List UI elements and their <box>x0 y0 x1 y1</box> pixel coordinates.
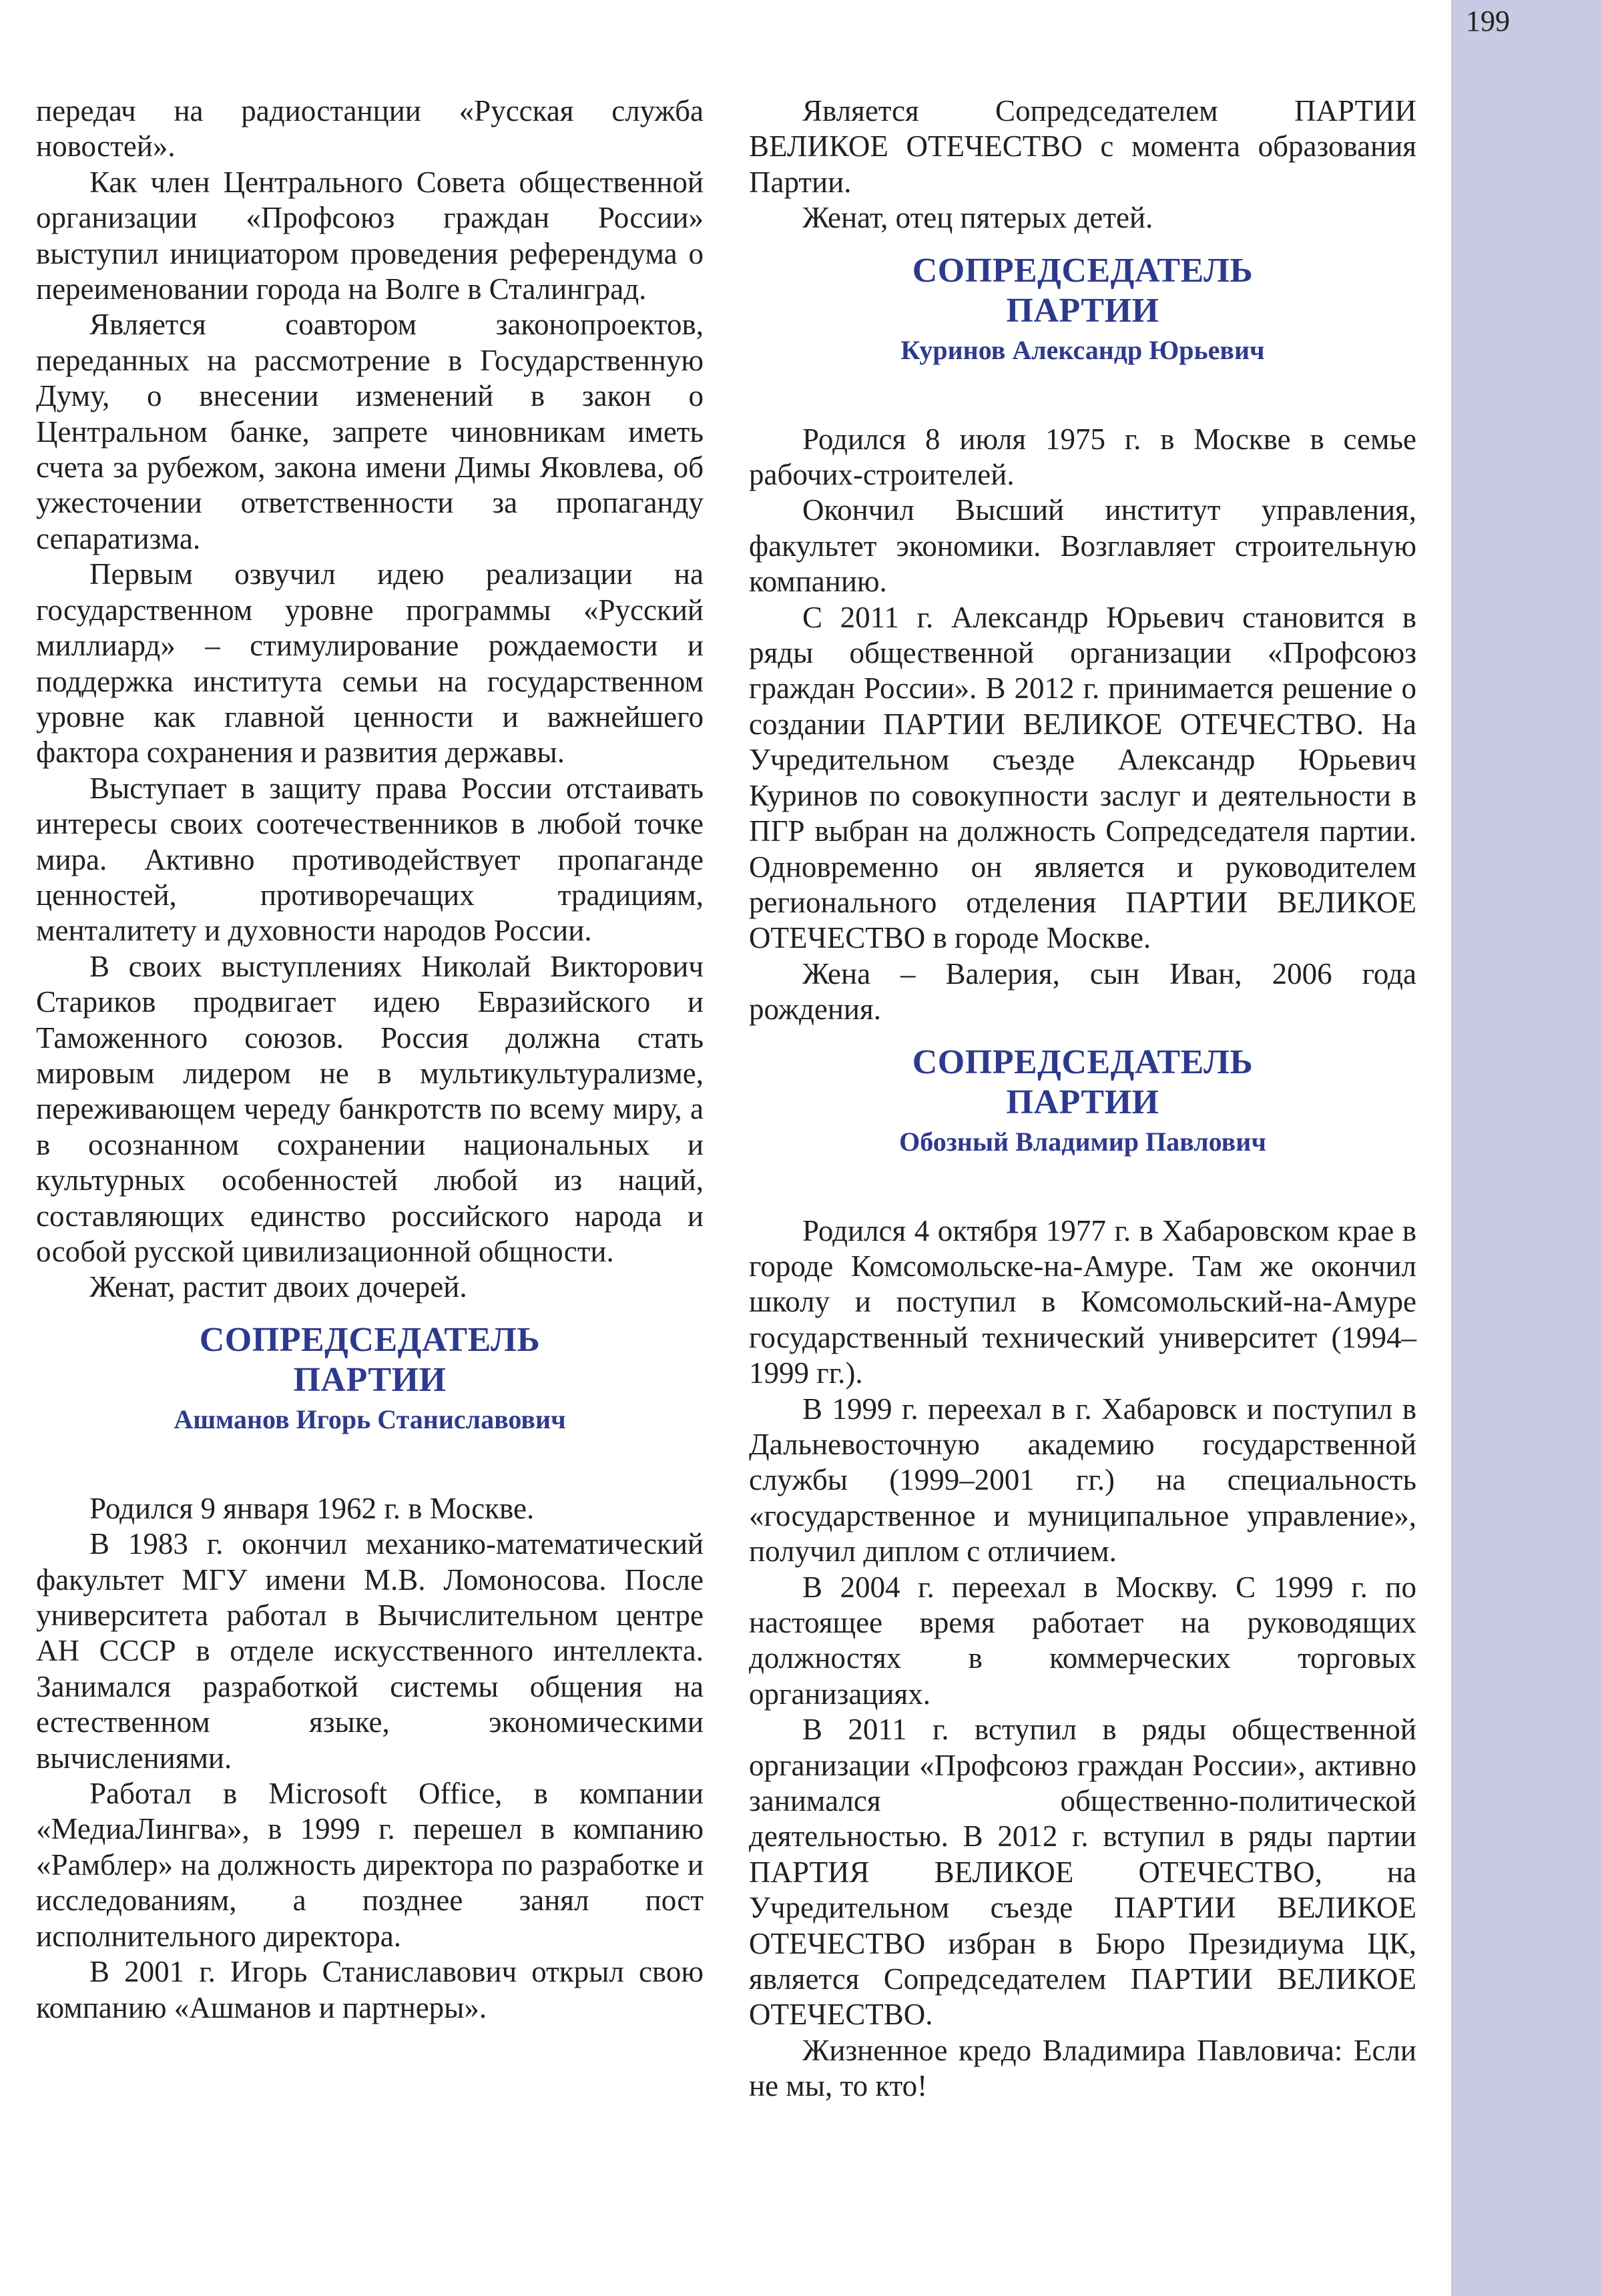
paragraph: Окончил Высший институт управления, факультет экономики. Возглавляет строительную компанию. <box>749 493 1416 599</box>
paragraph: Родился 9 января 1962 г. в Москве. <box>89 1491 535 1525</box>
paragraph: Выступает в защиту права России отстаивать интересы своих соотечественников в любой точке мира. Активно противодействует пропаганде ценностей, противоречащих традициям, менталитету и духовности народов России. <box>36 771 704 948</box>
section-title-line: ПАРТИИ <box>1006 291 1159 330</box>
person-name: Обозный Владимир Павлович <box>899 1126 1266 1157</box>
paragraph: Женат, растит двоих дочерей. <box>89 1270 467 1304</box>
paragraph: Жена – Валерия, сын Иван, 2006 года рождения. <box>749 956 1416 1027</box>
paragraph: С 2011 г. Александр Юрьевич становится в ряды общественной организации «Профсоюз граждан России». В 2012 г. принимается решение о создании ПАРТИИ ВЕЛИКОЕ ОТЕЧЕСТВО. На Учредительном съезде Александр Юрьевич Куринов по совокупности заслуг и деятельности в ПГР выбран на должность Сопредседателя партии. Одновременно он является и руководителем регионального отделения ПАРТИИ ВЕЛИКОЕ ОТЕЧЕСТВО в городе Москве. <box>749 600 1416 955</box>
paragraph: Первым озвучил идею реализации на государственном уровне программы «Русский миллиард» – стимулирование рождаемости и поддержка института семьи на государственном уровне как главной ценности и важнейшего фактора сохранения и развития державы. <box>36 557 704 770</box>
paragraph: В 2011 г. вступил в ряды общественной организации «Профсоюз граждан России», активно занимался общественно-политической деятельностью. В 2012 г. вступил в ряды партии ПАРТИЯ ВЕЛИКОЕ ОТЕЧЕСТВО, на Учредительном съезде ПАРТИИ ВЕЛИКОЕ ОТЕЧЕСТВО избран в Бюро Президиума ЦК, является Сопредседателем ПАРТИИ ВЕЛИКОЕ ОТЕЧЕСТВО. <box>749 1713 1416 2032</box>
paragraph: В 1999 г. переехал в г. Хабаровск и поступил в Дальневосточную академию государственной службы (1999–2001 гг.) на специальность «государственное и муниципальное управление», получил диплом с отличием. <box>749 1392 1416 1568</box>
person-name: Куринов Александр Юрьевич <box>900 334 1265 365</box>
paragraph: передач на радиостанции «Русская служба новостей». <box>36 94 704 164</box>
paragraph: Женат, отец пятерых детей. <box>802 201 1153 235</box>
paragraph: В 2004 г. переехал в Москву. С 1999 г. по настоящее время работает на руководящих должностях в коммерческих торговых организациях. <box>749 1570 1416 1711</box>
section-title <box>749 1043 1416 1123</box>
paragraph: В 1983 г. окончил механико-математический факультет МГУ имени М.В. Ломоносова. После университета работал в Вычислительном центре АН СССР в отделе искусственного интеллекта. Занимался разработкой системы общения на естественном языке, экономическими вычислениями. <box>36 1527 704 1775</box>
person-name: Ашманов Игорь Станиславович <box>174 1404 566 1434</box>
paragraph: Как член Центрального Совета общественной организации «Профсоюз граждан России» выступил инициатором проведения референдума о переименовании города на Волге в Сталинград. <box>36 165 704 306</box>
paragraph: Родился 8 июля 1975 г. в Москве в семье рабочих-строителей. <box>749 422 1416 492</box>
page-number: 199 <box>1466 5 1510 37</box>
paragraph: Является Сопредседателем ПАРТИИ ВЕЛИКОЕ ОТЕЧЕСТВО с момента образования Партии. <box>749 94 1416 199</box>
left-column <box>36 93 704 2026</box>
section-ashmanov <box>36 1320 704 1436</box>
section-title-line: СОПРЕДСЕДАТЕЛЬ <box>199 1320 541 1359</box>
paragraph: В 2001 г. Игорь Станиславович открыл свою компанию «Ашманов и партнеры». <box>36 1955 704 2024</box>
paragraph: Родился 4 октября 1977 г. в Хабаровском крае в городе Комсомольске-на-Амуре. Там же окончил школу и поступил в Комсомольский-на-Амуре государственный технический университет (1994–1999 гг.). <box>749 1213 1416 1390</box>
section-title-line: ПАРТИИ <box>293 1360 447 1399</box>
section-title-line: СОПРЕДСЕДАТЕЛЬ <box>912 1043 1254 1081</box>
paragraph: В своих выступлениях Николай Викторович Стариков продвигает идею Евразийского и Таможенного союзов. Россия должна стать мировым лидером не в мультикультурализме, переживающем череду банкротств по всему миру, а в осознанном сохранении национальных и культурных особенностей любой из наций, составляющих единство российского народа и особой русской цивилизационной общности. <box>36 949 704 1268</box>
right-column <box>749 93 1416 2104</box>
page-side-strip <box>1451 0 1602 2296</box>
section-title-line: СОПРЕДСЕДАТЕЛЬ <box>912 251 1254 290</box>
section-title <box>749 251 1416 331</box>
paragraph: Жизненное кредо Владимира Павловича: Если не мы, то кто! <box>749 2033 1416 2103</box>
section-oboznyi <box>749 1043 1416 1159</box>
section-title <box>36 1320 704 1400</box>
section-kurinov <box>749 251 1416 367</box>
paragraph: Работал в Microsoft Office, в компании «МедиаЛингва», в 1999 г. перешел в компанию «Рамблер» на должность директора по разработке и исследованиям, а позднее занял пост исполнительного директора. <box>36 1777 704 1953</box>
paragraph: Является соавтором законопроектов, переданных на рассмотрение в Государственную Думу, о внесении изменений в закон о Центральном банке, запрете чиновникам иметь счета за рубежом, закона имени Димы Яковлева, об ужесточении ответственности за пропаганду сепаратизма. <box>36 308 704 555</box>
section-title-line: ПАРТИИ <box>1006 1083 1159 1121</box>
